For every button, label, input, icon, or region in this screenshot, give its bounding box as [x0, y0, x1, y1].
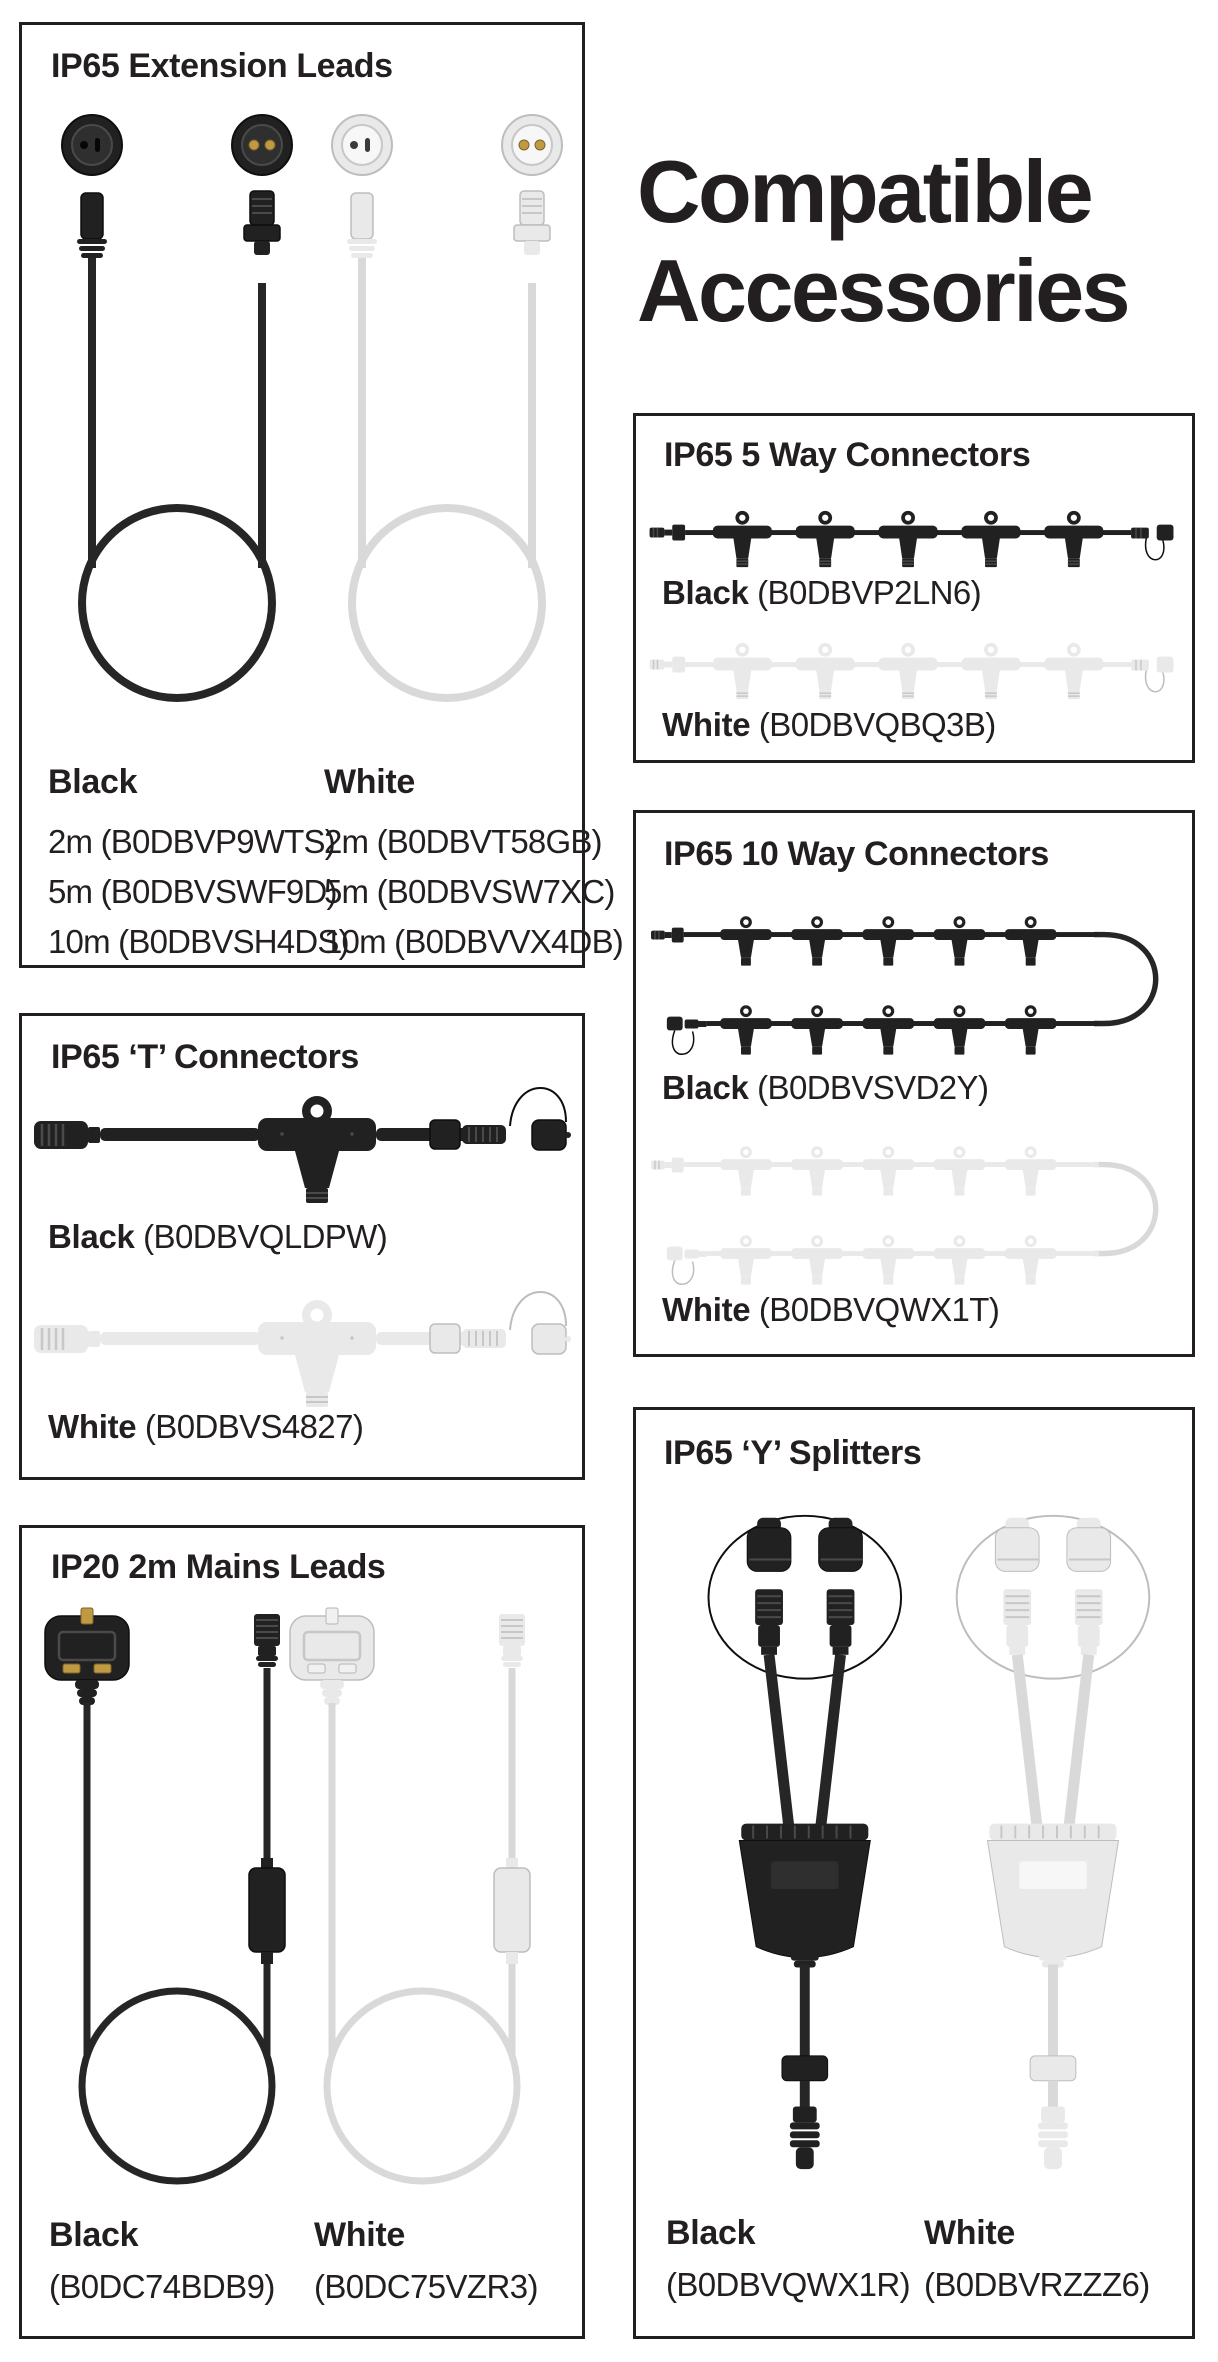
extension-lead-black-icon: [62, 115, 292, 698]
variant-label: White: [662, 1291, 751, 1328]
t-connectors-title: IP65 ‘T’ Connectors: [51, 1038, 359, 1076]
y-splitters-panel: [633, 1407, 1195, 2339]
list-item: 10m (B0DBVSH4DS): [48, 923, 349, 960]
five-way-white-image: [647, 632, 1181, 706]
extension-leads-panel: [19, 22, 623, 968]
variant-code: (B0DBVS4827): [144, 1408, 364, 1445]
variant-line: [662, 574, 981, 612]
variant-code: (B0DBVSVD2Y): [757, 1069, 989, 1106]
extension-leads-image: [22, 95, 582, 715]
mains-leads-image: [22, 1600, 582, 2200]
five-way-white-icon: [650, 643, 1174, 699]
five-way-connectors-panel: [633, 413, 1195, 763]
variant-code: (B0DBVQLDPW): [143, 1218, 388, 1255]
list-item: 5m (B0DBVSW7XC): [324, 873, 615, 910]
variant-code: (B0DC75VZR3): [314, 2268, 538, 2305]
variant-label: Black: [49, 2216, 139, 2254]
variant-label: White: [314, 2216, 406, 2254]
variant-code: (B0DC74BDB9): [49, 2268, 275, 2305]
ten-way-black-icon: [651, 916, 1156, 1054]
variant-line: [48, 1218, 387, 1256]
ten-way-white-icon: [651, 1146, 1156, 1284]
y-splitters-image: [636, 1490, 1192, 2180]
page-title-line2: Accessories: [637, 240, 1129, 340]
mains-lead-black-icon: [45, 1608, 285, 2181]
ten-way-title: IP65 10 Way Connectors: [664, 835, 1049, 873]
mains-leads-panel: [19, 1525, 585, 2339]
page-title-line1: Compatible: [637, 141, 1092, 241]
variant-label: Black: [662, 574, 749, 611]
variant-code: (B0DBVQBQ3B): [758, 706, 996, 743]
t-connector-black-image: [32, 1064, 572, 1214]
y-splitter-white-icon: [957, 1516, 1150, 2169]
variant-label: Black: [662, 1069, 749, 1106]
mains-leads-title: IP20 2m Mains Leads: [51, 1548, 386, 1586]
variant-line: [662, 706, 996, 744]
variant-line: [662, 1291, 999, 1329]
list-item: 10m (B0DBVVX4DB): [324, 923, 623, 960]
list-item: 5m (B0DBVSWF9D): [48, 873, 337, 910]
five-way-black-icon: [650, 511, 1174, 567]
t-connector-black-icon: [34, 1088, 571, 1203]
ten-way-black-image: [647, 895, 1181, 1068]
mains-lead-white-icon: [290, 1608, 530, 2181]
list-item: 2m (B0DBVP9WTS): [48, 823, 335, 860]
t-connector-white-icon: [34, 1292, 571, 1407]
five-way-black-image: [647, 500, 1181, 574]
extension-leads-black-items: [48, 817, 349, 967]
variant-label: White: [924, 2214, 1016, 2252]
variant-code: (B0DBVRZZZ6): [924, 2266, 1150, 2303]
extension-leads-title: IP65 Extension Leads: [51, 47, 393, 85]
ten-way-white-image: [647, 1125, 1181, 1298]
variant-code: (B0DBVQWX1R): [666, 2266, 911, 2303]
variant-label: Black: [48, 1218, 135, 1255]
extension-lead-white-icon: [332, 115, 562, 698]
page-title: [637, 143, 1128, 340]
five-way-title: IP65 5 Way Connectors: [664, 436, 1031, 474]
variant-label: White: [48, 1408, 137, 1445]
variant-code: (B0DBVP2LN6): [757, 574, 982, 611]
variant-label: Black: [666, 2214, 756, 2252]
y-splitter-black-icon: [708, 1516, 901, 2169]
y-splitters-title: IP65 ‘Y’ Splitters: [664, 1434, 922, 1472]
variant-line: [662, 1069, 988, 1107]
variant-label: White: [662, 706, 751, 743]
t-connectors-panel: [19, 1013, 585, 1480]
ten-way-connectors-panel: [633, 810, 1195, 1357]
extension-leads-white-items: [324, 817, 623, 967]
variant-code: (B0DBVQWX1T): [758, 1291, 1000, 1328]
extension-leads-white-label: White: [324, 763, 416, 801]
t-connector-white-image: [32, 1268, 572, 1418]
variant-line: [48, 1408, 363, 1446]
list-item: 2m (B0DBVT58GB): [324, 823, 602, 860]
extension-leads-black-label: Black: [48, 763, 138, 801]
